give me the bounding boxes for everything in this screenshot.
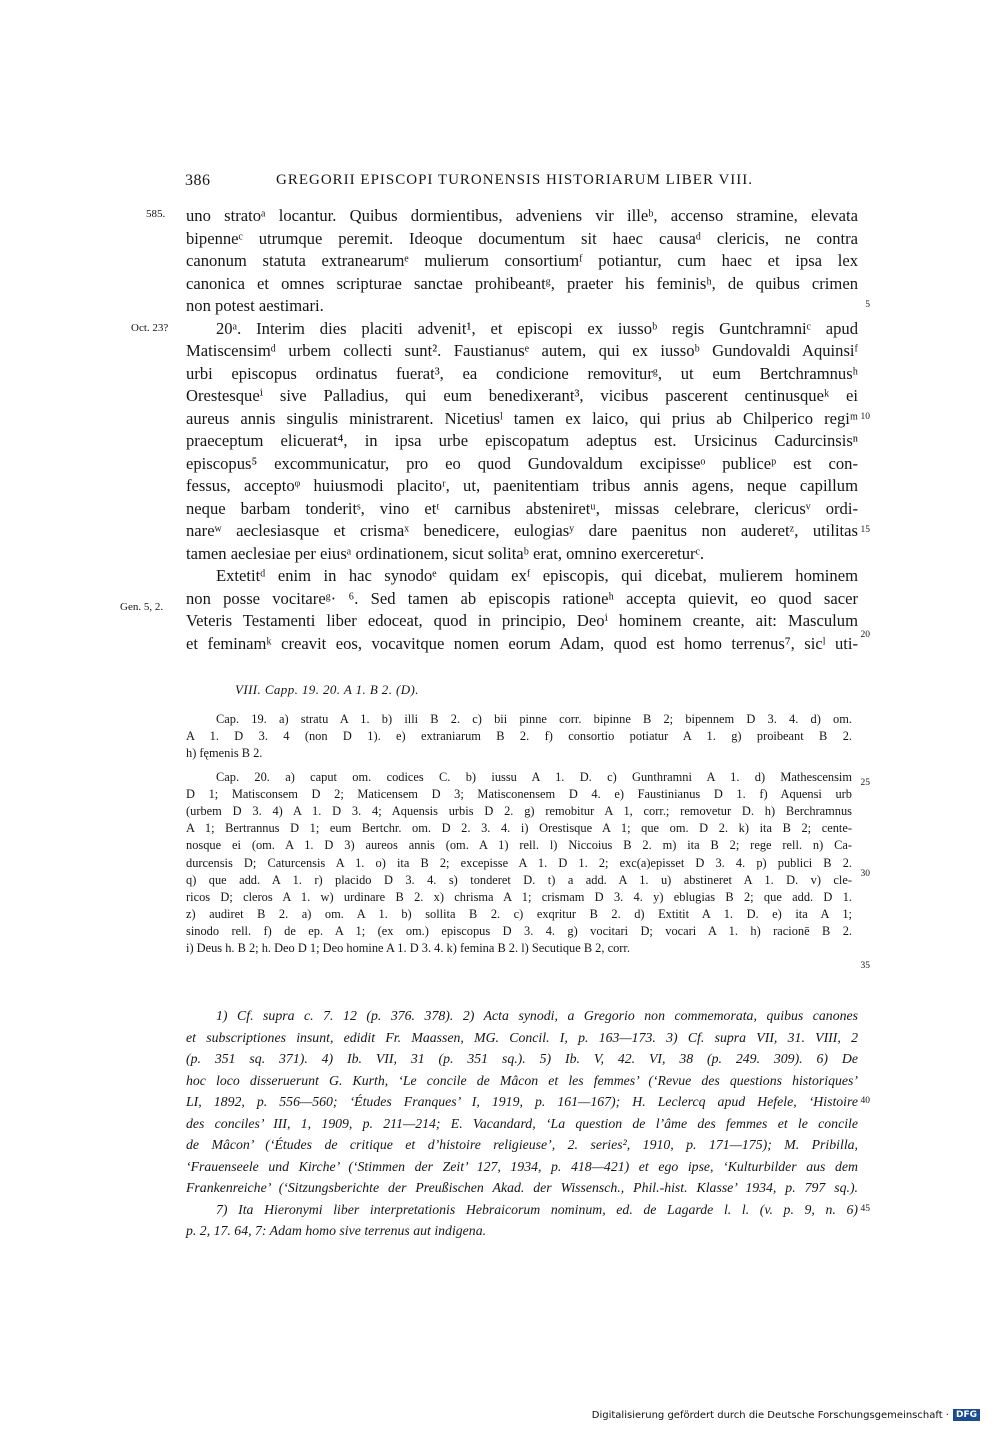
text-line: Orestesqueⁱ sive Palladius, qui eum benedixerant³, vicibus pascerent centinusqueᵏ ei [186,386,858,405]
text-line: non potest aestimari. [186,296,324,315]
line-number: 5 [865,300,870,310]
running-title: GREGORII EPISCOPI TURONENSIS HISTORIARUM LIBER VIII. [276,172,754,188]
line-number: 25 [860,778,870,788]
apparatus-line: q) que add. A 1. r) placido D 3. 4. s) tonderet D. t) a add. A 1. u) abstineret A 1. D. v) cle- [186,872,852,887]
line-number: 40 [860,1096,870,1106]
footnote-line: hoc loco disseruerunt G. Kurth, ‘Le concile de Mâcon et les femmes’ (‘Revue des questions historiques’ [186,1072,858,1088]
footnote-line: LI, 1892, p. 556—560; ‘Études Franques’ I, 1919, p. 161—167); H. Leclercq apud Hefele, ‘Histoire [186,1094,858,1109]
apparatus-line: i) Deus h. B 2; h. Deo D 1; Deo homine A 1. D 3. 4. k) femina B 2. l) Secutique B 2, corr. [186,941,630,956]
margin-reference: Gen. 5, 2. [120,601,164,613]
page-number: 386 [185,172,211,189]
text-line: non posse vocitareᵍ· ⁶. Sed tamen ab episcopis rationeʰ accepta quievit, eo quod sacer [186,588,858,608]
main-text [186,205,858,655]
footnote-line: 1) Cf. supra c. 7. 12 (p. 376. 378). 2) Acta synodi, a Gregorio non commemorata, quibus canones [216,1008,858,1023]
text-line: canonica et omnes scripturae sanctae prohibeantᵍ, praeter his feminisʰ, de quibus crimen [186,273,858,293]
text-line: 20ᵃ. Interim dies placiti advenit¹, et episcopi ex iussoᵇ regis Guntchramniᶜ apud [216,318,858,338]
apparatus-line: D 1; Matisconsem D 2; Maticensem D 3; Matisconensem D 4. e) Faustinianus D 1. f) Aquensi urb [186,786,852,801]
apparatus-line: (urbem D 3. 4) A 1. D 3. 4; Aquensis urbis D 2. g) remobitur A 1, corr.; removetur D. h) Berchramnus [186,803,852,818]
line-number: 20 [860,630,870,640]
digitization-credit [592,1409,980,1421]
apparatus-heading: VIII. Capp. 19. 20. A 1. B 2. (D). [235,682,419,697]
text-line: fessus, acceptoᵠ huiusmodi placitoʳ, ut, paenitentiam tribus annis agens, neque capillum [186,476,858,495]
margin-date: Oct. 23? [131,322,169,334]
text-line: Veteris Testamenti liber edoceat, quod in principio, Deoⁱ hominem creante, ait: Masculum [186,611,858,630]
apparatus-line: Cap. 19. a) stratu A 1. b) illi B 2. c) bii pinne corr. bipinne B 2; bipennem D 3. 4. d) om. [216,712,852,726]
apparatus-line: durcensis D; Caturcensis A 1. o) ita B 2; excepisse A 1. D 1. 2; exc(a)episset D 3. 4. p) publici B 2. [186,855,852,870]
apparatus-line: h) fęmenis B 2. [186,746,263,761]
apparatus [186,711,852,958]
text-line: tamen aeclesiae per eiusᵃ ordinationem, sicut solitaᵇ erat, omnino exercereturᶜ. [186,543,704,563]
text-line: et feminamᵏ creavit eos, vocavitque nomen eorum Adam, quod est homo terrenus⁷, sicˡ uti- [186,633,858,653]
apparatus-line: ricos D; cleros A 1. w) urdinare B 2. x) chrisma A 1; crismam D 3. 4. y) eblugias B 2; que add. D 1. [186,889,852,904]
apparatus-line: A 1; Bertrannus D 1; eum Bertchr. om. D 2. 3. 4. i) Orestisque A 1; que om. D 2. k) ita B 2; cente- [186,821,852,836]
footnote-line: et subscriptiones insunt, edidit Fr. Maassen, MG. Concil. I, p. 163—173. 3) Cf. supra VII, 31. VIII, 2 [186,1029,858,1045]
line-number: 30 [860,869,870,879]
text-line: Matiscensimᵈ urbem collecti sunt². Faustianusᵉ autem, qui ex iussoᵇ Gundovaldi Aquinsiᶠ [186,341,858,360]
line-number: 10 [860,412,870,422]
footnote-line: ‘Frauenseele und Kirche’ (‘Stimmen der Zeit’ 127, 1934, p. 418—421) et ego ipse, ‘Kulturbilder aus dem [186,1158,858,1174]
footnote-line: des conciles’ III, 1, 1909, p. 211—214; E. Vacandard, ‘La question de l’âme des femmes et le concile [186,1115,858,1131]
text-line: Extetitᵈ enim in hac synodoᵉ quidam exᶠ episcopis, qui dicebat, mulierem hominem [216,566,858,585]
text-line: praeceptum elicuerat⁴, in ipsa urbe episcopatum adeptus est. Ursicinus Cadurcinsisⁿ [186,431,858,450]
line-number: 45 [860,1204,870,1214]
footnote-line: p. 2, 17. 64, 7: Adam homo sive terrenus aut indigena. [186,1223,487,1238]
apparatus-line: nosque ei (om. A 1. D 3) aureos annis (om. A 1) rell. l) Niccoius B 2. m) ita B 2; rege rell. n) Ca- [186,838,852,853]
footnote-line: (p. 351 sq. 371). 4) Ib. VII, 31 (p. 351 sq.). 5) Ib. V, 42. VI, 38 (p. 249. 309). 6) De [186,1051,858,1066]
credit-text: Digitalisierung gefördert durch die Deutsche Forschungsgemeinschaft · [591,1409,949,1421]
text-line: canonum statuta extranearumᵉ mulierum consortiumᶠ potiantur, cum haec et ipsa lex [186,251,858,270]
apparatus-line: sinodo rell. f) de ep. A 1; (ex om.) episcopus D 3. 4. g) vocitari D; vocari A 1. h) racionē B 2. [186,924,852,939]
footnote-line: de Mâcon’ (‘Études de critique et d’histoire religieuse’, 2. series², 1910, p. 171—175); M. Pribilla, [186,1137,858,1152]
text-line: episcopus⁵ excommunicatur, pro eo quod Gundovaldum excipisseᵒ publiceᵖ est con- [186,453,858,473]
footnote-line: 7) Ita Hieronymi liber interpretationis Hebraicorum nominum, ed. de Lagarde l. l. (v. p. 9, n. 6) [216,1201,858,1217]
text-line: bipenneᶜ utrumque peremit. Ideoque documentum sit haec causaᵈ clericis, ne contra [186,228,858,248]
text-line: nareʷ aeclesiasque et crismaˣ benedicere, eulogiasʸ dare paenitus non auderetᶻ, utilitas [186,521,858,540]
apparatus-line: A 1. D 3. 4 (non D 1). e) extraniarum B 2. f) consortio potiatur A 1. g) proibeant B 2. [186,729,852,744]
dfg-logo: DFG [953,1409,980,1421]
margin-year: 585. [146,208,166,220]
footnote-line: Frankenreiche’ (‘Sitzungsberichte der Preußischen Akad. der Wissensch., Phil.-hist. Klasse’ 1934, p. 797 sq.). [186,1180,858,1195]
apparatus-line: Cap. 20. a) caput om. codices C. b) iussu A 1. D. c) Gunthramni A 1. d) Mathescensim [216,769,852,784]
text-line: aureus annis singulis ministrarent. Nicetiusˡ tamen ex laico, qui prius ab Chilperico regiᵐ [186,408,858,428]
line-number: 15 [860,525,870,535]
apparatus-line: z) audiret B 2. a) om. A 1. b) sollita B 2. c) exqritur B 2. d) Extitit A 1. D. e) ita A 1; [186,907,852,922]
text-line: neque barbam tonderitˢ, vino etᵗ carnibus absteniretᵘ, missas celebrare, clericusᵛ ordi- [186,498,858,518]
line-number: 35 [860,961,870,971]
footnotes [186,1005,858,1242]
text-line: uno stratoᵃ locantur. Quibus dormientibus, adveniens vir illeᵇ, accenso stramine, elevata [186,206,858,225]
text-line: urbi episcopus ordinatus fuerat³, ea condicione removiturᵍ, ut eum Bertchramnusʰ [186,363,858,383]
